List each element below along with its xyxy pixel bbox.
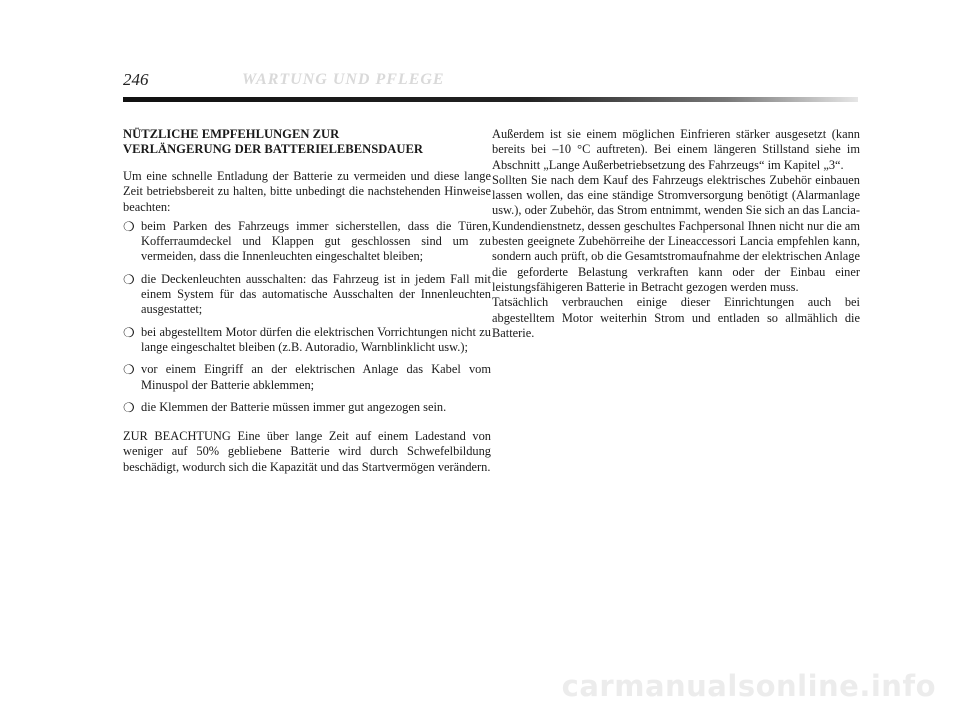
tips-list [123, 219, 491, 415]
circle-bullet-icon: ❍ [123, 324, 135, 340]
list-item-text: die Klemmen der Batterie müssen immer gut angezogen sein. [141, 399, 447, 414]
list-item-text: beim Parken des Fahrzeugs immer sicherstellen, dass die Türen, Kofferraumdeckel und Klappen gut geschlossen sind um zu vermeiden, dass die Innenleuchten eingeschaltet bleiben; [141, 218, 491, 264]
circle-bullet-icon: ❍ [123, 218, 135, 234]
page-number: 246 [123, 70, 149, 89]
right-column [492, 127, 860, 341]
note-paragraph: ZUR BEACHTUNG Eine über lange Zeit auf einem Ladestand von weniger auf 50% gebliebene Batterie wird durch Schwefelbildung beschädigt, wodurch sich die Kapazität und das Startvermögen verändern. [123, 429, 491, 474]
body-paragraph: Außerdem ist sie einem möglichen Einfrieren stärker ausgesetzt (kann bereits bei –10 °C auftreten). Bei einem längeren Stillstand siehe im Abschnitt „Lange Außerbetriebsetzung des Fahrzeugs“ im Kapitel „3“. [492, 127, 860, 172]
left-column [123, 127, 491, 475]
intro-paragraph: Um eine schnelle Entladung der Batterie zu vermeiden und diese lange Zeit betriebsbereit zu halten, bitte unbedingt die nachstehenden Hinweise beachten: [123, 169, 491, 214]
circle-bullet-icon: ❍ [123, 399, 135, 415]
list-item [123, 272, 491, 318]
watermark: carmanualsonline.info [561, 669, 936, 703]
section-heading [123, 127, 491, 157]
body-paragraph: Tatsächlich verbrauchen einige dieser Einrichtungen auch bei abgestelltem Motor weiterhin Strom und entladen so allmählich die Batterie. [492, 295, 860, 340]
section-heading-line-1: NÜTZLICHE EMPFEHLUNGEN ZUR [123, 127, 340, 141]
list-item-text: bei abgestelltem Motor dürfen die elektrischen Vorrichtungen nicht zu lange eingeschaltet bleiben (z.B. Autoradio, Warnblinklicht usw.); [141, 324, 491, 354]
section-heading-line-2: VERLÄNGERUNG DER BATTERIELEBENSDAUER [123, 142, 423, 156]
body-paragraph: Sollten Sie nach dem Kauf des Fahrzeugs elektrisches Zubehör einbauen lassen wollen, das eine ständige Stromversorgung benötigt (Alarmanlage usw.), oder Zubehör, das Strom entnimmt, wenden Sie sich an das Lancia-Kundendienstnetz, dessen geschultes Fachpersonal Ihnen nicht nur die am besten geeignete Zubehörreihe der Lineaccessori Lancia empfehlen kann, sondern auch prüft, ob die Gesamtstromaufnahme der elektrischen Anlage die geforderte Belastung verkraften kann oder der Einbau einer leistungsfähigeren Batterie in Betracht gezogen werden muss. [492, 172, 860, 294]
list-item [123, 400, 491, 415]
circle-bullet-icon: ❍ [123, 271, 135, 287]
running-section-title: WARTUNG UND PFLEGE [242, 71, 445, 88]
list-item [123, 362, 491, 393]
list-item [123, 219, 491, 265]
list-item-text: die Deckenleuchten ausschalten: das Fahrzeug ist in jedem Fall mit einem System für das automatische Ausschalten der Innenleuchten ausgestattet; [141, 271, 491, 317]
header-rule [123, 97, 858, 102]
list-item-text: vor einem Eingriff an der elektrischen Anlage das Kabel vom Minuspol der Batterie abklemmen; [141, 362, 491, 392]
list-item [123, 325, 491, 356]
circle-bullet-icon: ❍ [123, 362, 135, 378]
